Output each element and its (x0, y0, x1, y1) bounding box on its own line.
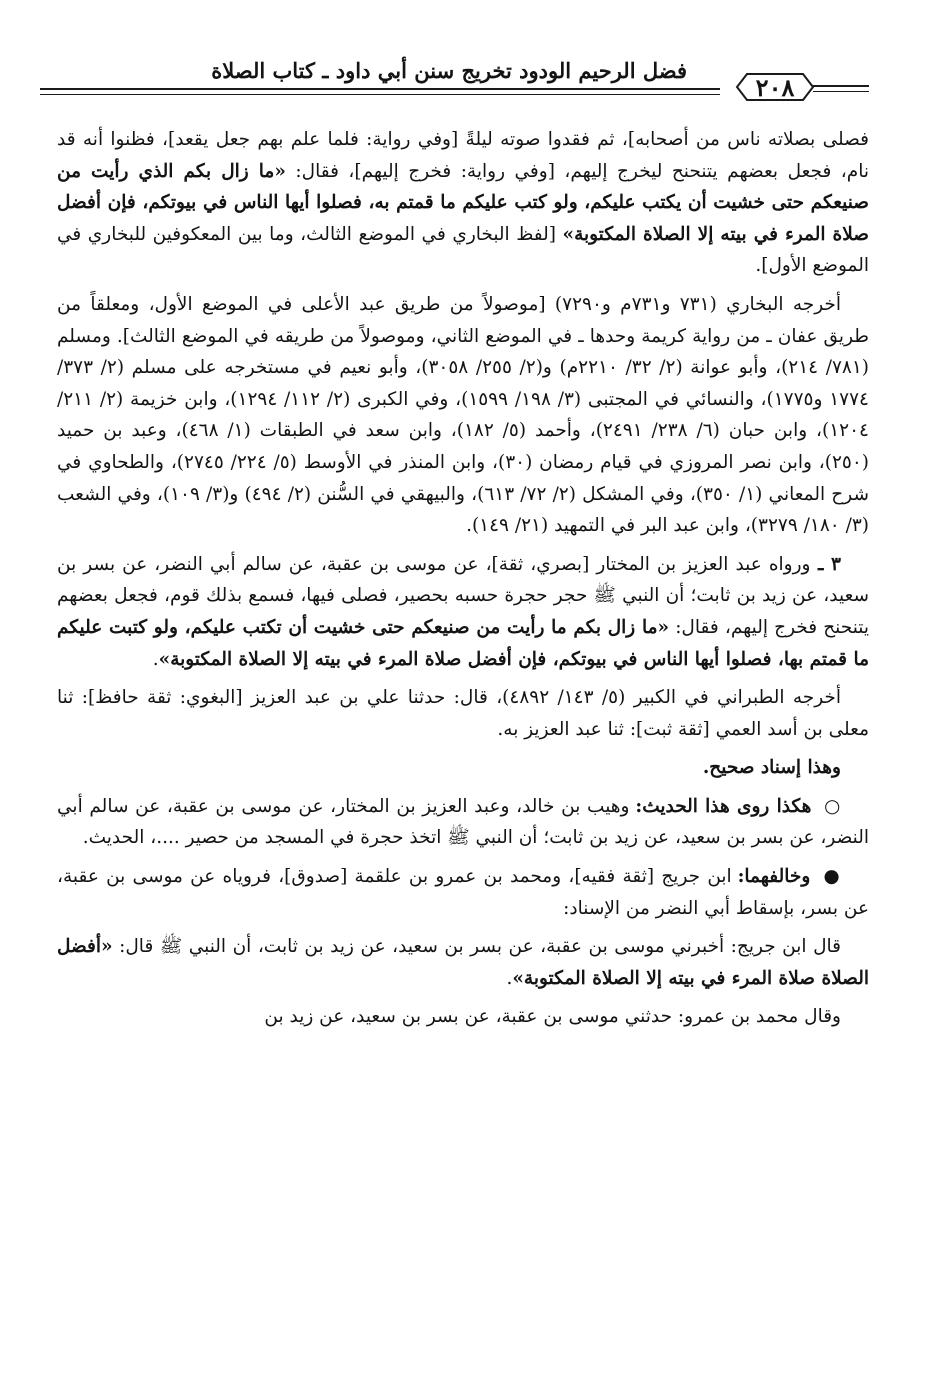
bold-text-run: «ما زال بكم الذي رأيت من صنيعكم حتى خشيت أن يكتب عليكم، ولو كتب عليكم ما قمتم به، فصلوا أيها الناس في بيوتكم، فإن أفضل صلاة المرء في بيته إلا الصلاة المكتوبة» (57, 160, 869, 245)
body-paragraph (57, 931, 869, 994)
text-run: أخرجه البخاري (٧٣١ و٧٣١م و٧٢٩٠) [موصولاً من طريق عبد الأعلى في الموضع الأول، ومعلقاً من طريق عفان ـ من رواية كريمة وحدها ـ في الموضع الثاني، وموصولاً من طريقه في الموضع الثالث]. ومسلم (٧٨١/ ٢١٤)، وأبو عوانة (٢/ ٣٢/ ٢٢١٠م) و(٢/ ٢٥٥/ ٣٠٥٨)، وأبو نعيم في مستخرجه على مسلم (٢/ ٣٧٣/ ١٧٧٤ و١٧٧٥)، والنسائي في المجتبى (٣/ ١٩٨/ ١٥٩٩)، وفي الكبرى (٢/ ١١٢/ ١٢٩٤)، وابن خزيمة (٢/ ٢١١/ ١٢٠٤)، وابن حبان (٦/ ٢٣٨/ ٢٤٩١)، وأحمد (٥/ ١٨٢)، وابن سعد في الطبقات (١/ ٤٦٨)، وعبد بن حميد (٢٥٠)، وابن نصر المروزي في قيام رمضان (٣٠)، وابن المنذر في الأوسط (٥/ ٢٢٤/ ٢٧٤٥)، والطحاوي في شرح المعاني (١/ ٣٥٠)، وفي المشكل (٢/ ٧٢/ ٦١٣)، والبيهقي في السُّنن (٢/ ٤٩٤) و(٣/ ١٠٩)، وفي الشعب (٣/ ١٨٠/ ٣٢٧٩)، وابن عبد البر في التمهيد (٢١/ ١٤٩). (57, 293, 870, 537)
bold-text-run: «ما زال بكم ما رأيت من صنيعكم حتى خشيت أن تكتب عليكم، ولو كتبت عليكم ما قمتم بها، فصلوا أيها الناس في بيوتكم، فإن أفضل صلاة المرء في بيته إلا الصلاة المكتوبة» (57, 616, 869, 670)
body-paragraph (57, 549, 869, 675)
body-paragraph (57, 752, 869, 784)
bold-text-run: ٣ ـ (810, 553, 841, 575)
body-paragraph (57, 1001, 869, 1033)
text-run: [لفظ البخاري في الموضع الثالث، وما بين المعكوفين للبخاري في الموضع الأول]. (57, 223, 869, 277)
body-paragraph (57, 289, 869, 542)
bold-text-run: «أفضل الصلاة صلاة المرء في بيته إلا الصلاة المكتوبة» (57, 936, 869, 989)
bullet-icon: ● (816, 866, 841, 888)
header-rule-bottom (40, 94, 720, 95)
page-number: ٢٠٨ (755, 72, 795, 102)
text-run: . (152, 648, 159, 670)
text-run: فصلى بصلاته ناس من أصحابه]، ثم فقدوا صوته ليلةً [وفي رواية: فلما علم بهم جعل يقعد]، فظنوا أنه قد نام، فجعل بعضهم يتنحنح ليخرج إليهم، [وفي رواية: فخرج إليهم]، فقال: (57, 129, 869, 182)
text-run: وقال محمد بن عمرو: حدثني موسى بن عقبة، عن بسر بن سعيد، عن زيد بن (264, 1006, 841, 1028)
body-paragraph (57, 124, 869, 282)
text-run: أخرجه الطبراني في الكبير (٥/ ١٤٣/ ٤٨٩٢)، قال: حدثنا علي بن عبد العزيز [البغوي: ثقة حافظ]: ثنا معلى بن أسد العمي [ثقة ثبت]: ثنا عبد العزيز به. (57, 687, 869, 740)
text-run: قال ابن جريج: أخبرني موسى بن عقبة، عن بسر بن سعيد، عن زيد بن ثابت، أن النبي ﷺ قال: (112, 936, 841, 958)
text-run: ورواه عبد العزيز بن المختار [بصري، ثقة]، عن موسى بن عقبة، عن سالم أبي النضر، عن بسر بن سعيد، عن زيد بن ثابت؛ أن النبي ﷺ حجر حجرة حسبه بحصير، فصلى فيها، فسمع بذلك قوم، فجعل بعضهم يتنحنح فخرج إليهم، فقال: (57, 553, 870, 638)
text-run: وهيب بن خالد، وعبد العزيز بن المختار، عن موسى بن عقبة، عن سالم أبي النضر، عن بسر بن سعيد، عن زيد بن ثابت؛ أن النبي ﷺ اتخذ حجرة في المسجد من حصير ....، الحديث. (57, 795, 869, 849)
body-text (57, 124, 869, 1033)
bold-text-run: هكذا روى هذا الحديث: (635, 795, 812, 817)
body-paragraph (57, 791, 869, 854)
text-run: ابن جريج [ثقة فقيه]، ومحمد بن عمرو بن علقمة [صدوق]، فروياه عن موسى بن عقبة، عن بسر، بإسقاط أبي النضر من الإسناد: (57, 866, 869, 919)
bold-text-run: وخالفهما: (737, 866, 811, 888)
body-paragraph (57, 682, 869, 745)
header-rule-top (40, 88, 720, 90)
page-number-badge (735, 70, 815, 104)
bold-text-run: وهذا إسناد صحيح. (702, 757, 841, 779)
header-rule-right-bottom (813, 91, 869, 92)
header-rule-right-top (813, 85, 869, 87)
text-run: . (506, 967, 513, 989)
body-paragraph (57, 861, 869, 924)
bullet-icon: ○ (817, 795, 841, 817)
running-header-title: فضل الرحيم الودود تخريج سنن أبي داود ـ كتاب الصلاة (211, 58, 687, 83)
